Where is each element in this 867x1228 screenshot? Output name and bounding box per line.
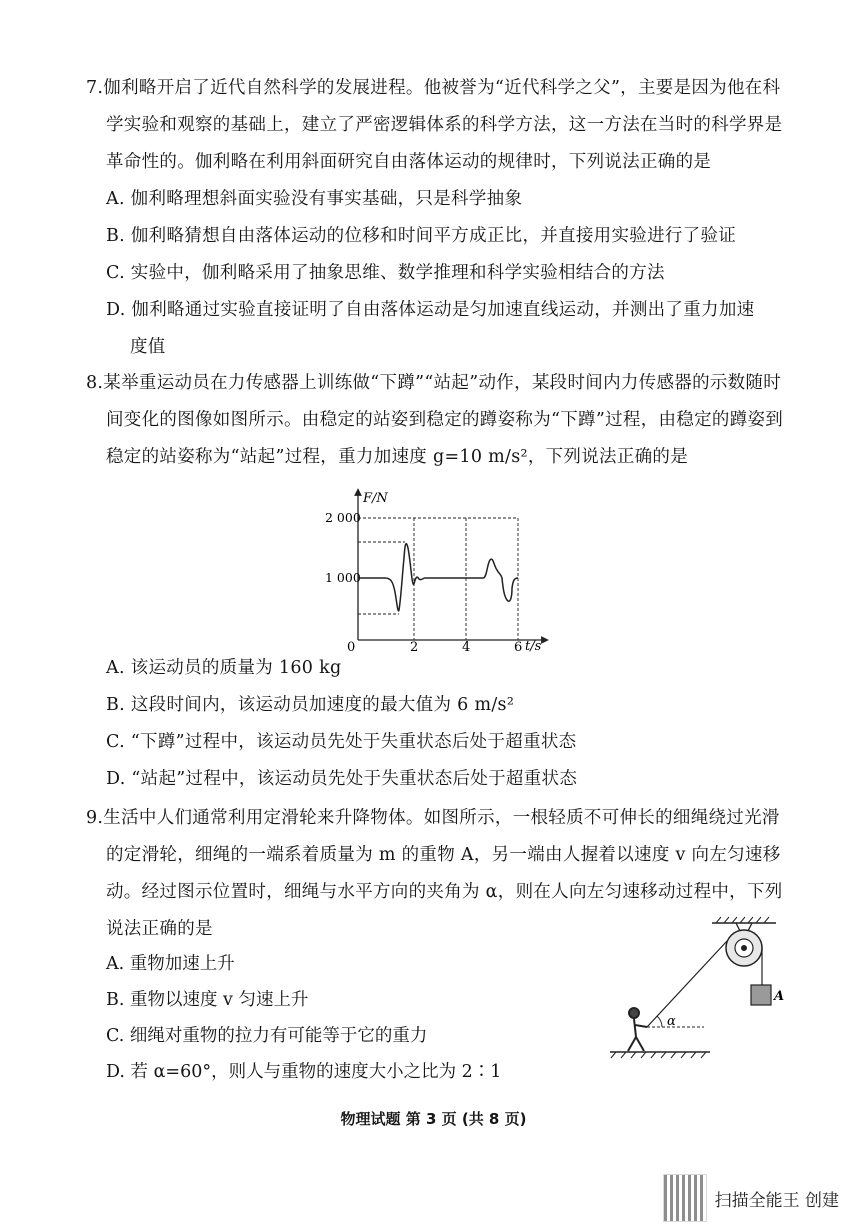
x-tick-6: 6 [514, 640, 523, 653]
scanner-watermark [663, 1174, 839, 1222]
x-tick-2: 2 [410, 640, 419, 653]
qr-code-icon [663, 1174, 707, 1222]
y-tick-1000: 1 000 [325, 570, 361, 585]
question-9-option-d: D. 若 α=60°，则人与重物的速度大小之比为 2∶1 [106, 1062, 502, 1082]
question-7-stem: 7.伽利略开启了近代自然科学的发展进程。他被誉为“近代科学之父”，主要是因为他在科学实验和观察的基础上，建立了严密逻辑体系的科学方法，这一方法在当时的科学界是革命性的。伽利略在利用斜面研究自由落体运动的规律时，下列说法正确的是 [86, 78, 783, 172]
question-9-options [106, 946, 501, 1090]
question-9-option-a: A. 重物加速上升 [106, 954, 235, 974]
y-tick-2000: 2 000 [325, 510, 361, 525]
rope-slanted [647, 941, 727, 1027]
weight-a [751, 985, 771, 1005]
question-8-option-a: A. 该运动员的质量为 160 kg [106, 658, 342, 678]
question-9-option-c: C. 细绳对重物的拉力有可能等于它的重力 [106, 1026, 428, 1046]
question-8 [86, 365, 786, 476]
watermark-text: 扫描全能王 创建 [714, 1190, 839, 1211]
question-7-option-c: C. 实验中，伽利略采用了抽象思维、数学推理和科学实验相结合的方法 [106, 263, 665, 283]
question-8-option-c: C. “下蹲”过程中，该运动员先处于失重状态后处于超重状态 [106, 732, 577, 752]
angle-alpha-label: α [667, 1014, 676, 1029]
force-curve [358, 544, 518, 611]
question-7-option-d-continued: 度值 [130, 337, 166, 357]
question-7-option-d: D. 伽利略通过实验直接证明了自由落体运动是匀加速直线运动，并测出了重力加速 [106, 300, 755, 320]
question-8-stem: 8.某举重运动员在力传感器上训练做“下蹲”“站起”动作，某段时间内力传感器的示数随时间变化的图像如图所示。由稳定的站姿到稳定的蹲姿称为“下蹲”过程，由稳定的蹲姿到稳定的站姿称为“站起”过程，重力加速度 g=10 m/s²，下列说法正确的是 [86, 373, 784, 467]
question-9-option-b: B. 重物以速度 v 匀速上升 [106, 990, 309, 1010]
pulley-diagram [600, 915, 800, 1065]
weight-a-label: A [774, 989, 785, 1004]
question-7-option-b: B. 伽利略猜想自由落体运动的位移和时间平方成正比，并直接用实验进行了验证 [106, 226, 737, 246]
person-figure [628, 1008, 647, 1051]
y-axis-label: F/N [363, 491, 388, 506]
x-axis-label: t/s [525, 639, 542, 653]
dashed-guides [358, 518, 518, 640]
question-8-options [86, 650, 786, 798]
origin-label: 0 [347, 640, 356, 653]
force-time-graph [325, 488, 555, 653]
question-7 [86, 70, 786, 366]
question-8-option-d: D. “站起”过程中，该运动员先处于失重状态后处于超重状态 [106, 769, 578, 789]
question-9-stem: 9.生活中人们通常利用定滑轮来升降物体。如图所示，一根轻质不可伸长的细绳绕过光滑的定滑轮，细绳的一端系着质量为 m 的重物 A，另一端由人握着以速度 v 向左匀速移动。经过图示位置时，细绳与水平方向的夹角为 α，则在人向左匀速移动过程中，下列说法正确的是 [86, 808, 783, 939]
x-tick-4: 4 [462, 640, 471, 653]
question-7-option-a: A. 伽利略理想斜面实验没有事实基础，只是科学抽象 [106, 189, 523, 209]
page-footer: 物理试题 第 3 页 (共 8 页) [340, 1110, 527, 1128]
question-8-option-b: B. 这段时间内，该运动员加速度的最大值为 6 m/s² [106, 695, 515, 715]
